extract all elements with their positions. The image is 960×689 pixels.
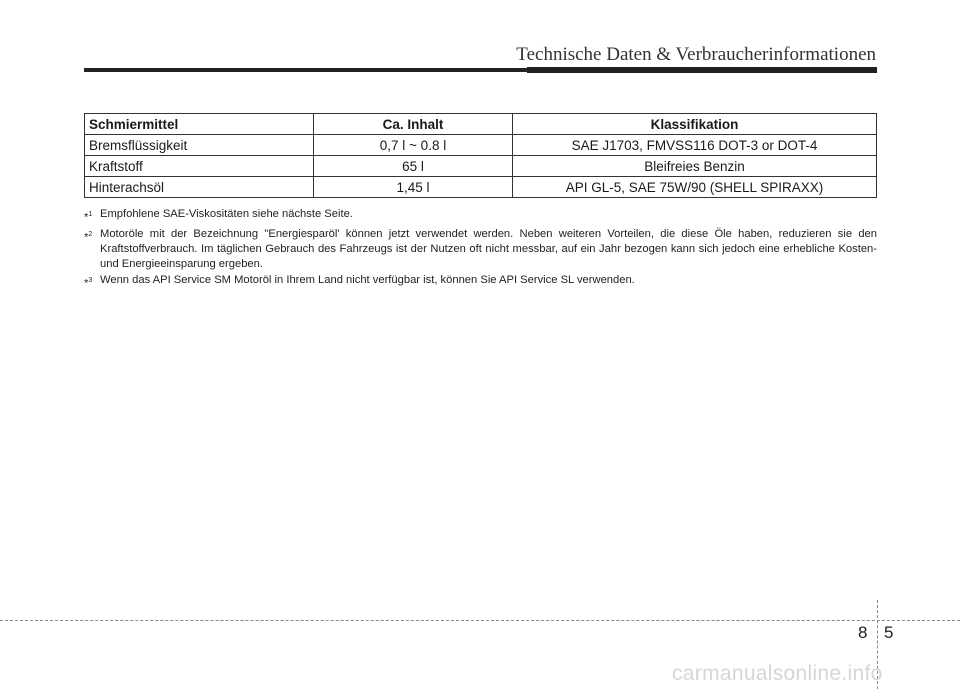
table-cell: 0,7 l ~ 0.8 l xyxy=(314,135,513,156)
footnote-2 xyxy=(84,227,877,272)
footnote-1 xyxy=(84,207,877,226)
table-header-row xyxy=(85,114,877,135)
page-number: 5 xyxy=(884,623,894,642)
footnote-marker: *$^1$ xyxy=(84,211,93,224)
table-cell: Bremsflüssigkeit xyxy=(85,135,314,156)
table-cell: 1,45 l xyxy=(314,177,513,198)
table-row xyxy=(85,177,877,198)
page-header-title: Technische Daten & Verbraucherinformationen xyxy=(516,44,876,65)
column-header-classification: Klassifikation xyxy=(513,114,877,135)
table-cell: Hinterachsöl xyxy=(85,177,314,198)
table-cell: 65 l xyxy=(314,156,513,177)
lubricant-table xyxy=(84,113,877,198)
footnote-text: Wenn das API Service SM Motoröl in Ihrem Land nicht verfügbar ist, können Sie API Service SL verwenden. xyxy=(100,273,635,286)
column-header-capacity: Ca. Inhalt xyxy=(314,114,513,135)
column-header-lubricant: Schmiermittel xyxy=(85,114,314,135)
table-cell: API GL-5, SAE 75W/90 (SHELL SPIRAXX) xyxy=(513,177,877,198)
footnote-marker: *$^2$ xyxy=(84,230,93,244)
footnote-marker: *$^3$ xyxy=(84,276,93,290)
table-cell: SAE J1703, FMVSS116 DOT-3 or DOT-4 xyxy=(513,135,877,156)
footnotes xyxy=(84,207,877,292)
table-cell: Kraftstoff xyxy=(85,156,314,177)
watermark: carmanualsonline.info xyxy=(672,662,883,685)
footnote-3 xyxy=(84,273,877,292)
table-cell: Bleifreies Benzin xyxy=(513,156,877,177)
chapter-number: 8 xyxy=(858,623,868,642)
footnote-text: Empfohlene SAE-Viskositäten siehe nächste Seite. xyxy=(100,208,353,220)
table-row xyxy=(85,135,877,156)
header-rule xyxy=(84,68,877,72)
footnote-text: Motoröle mit der Bezeichnung "Energiesparöl' können jetzt verwendet werden. Neben weiteren Vorteilen, die diese Öle haben, reduzieren sie den Kraftstoffverbrauch. Im täglichen Gebrauch des Fahrzeugs ist der Nutzen oft nicht messbar, auf ein Jahr bezogen kann sich jedoch eine erhebliche Kosten- und Energieeinsparung ergeben. xyxy=(100,227,877,270)
table-row xyxy=(85,156,877,177)
footer-dashed-line xyxy=(0,620,960,621)
